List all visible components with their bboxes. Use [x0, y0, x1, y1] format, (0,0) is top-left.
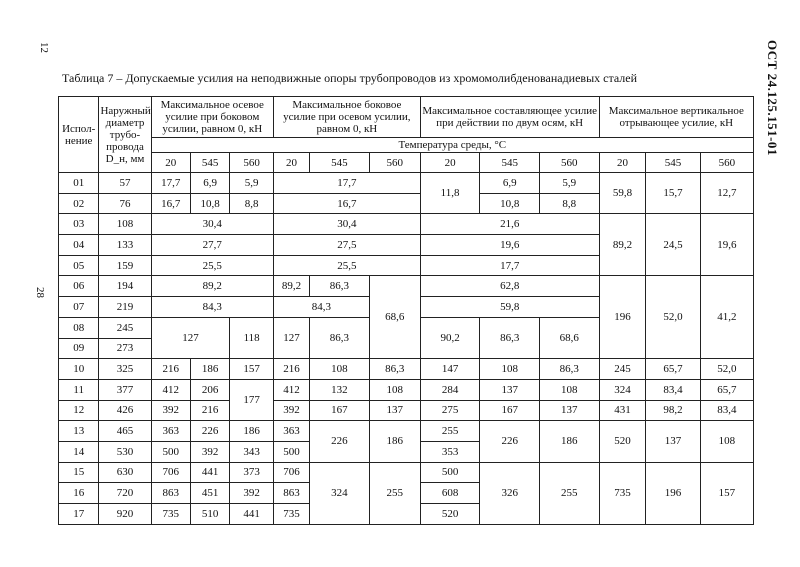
cell: 17,7	[420, 255, 599, 276]
cell: 735	[273, 504, 309, 525]
cell: 206	[190, 379, 229, 400]
cell: 108	[539, 379, 599, 400]
cell: 62,8	[420, 276, 599, 297]
cell: 127	[273, 317, 309, 358]
cell: 500	[151, 441, 190, 462]
cell: 5,9	[539, 173, 599, 194]
cell: 137	[539, 400, 599, 421]
cell: 343	[230, 441, 274, 462]
cell: 24,5	[646, 214, 700, 276]
cell: 520	[599, 421, 646, 462]
cell: 186	[190, 359, 229, 380]
cell: 03	[59, 214, 99, 235]
cell: 10	[59, 359, 99, 380]
header-axial: Максимальное осевое усилие при боковом усилии, равном 0, кН	[151, 97, 273, 138]
temp-cell: 20	[599, 153, 646, 173]
cell: 255	[539, 462, 599, 524]
standard-code: ОСТ 24.125.151-01	[765, 40, 780, 156]
cell: 12,7	[700, 173, 753, 214]
header-execution: Испол-нение	[59, 97, 99, 173]
cell: 137	[646, 421, 700, 462]
cell: 157	[700, 462, 753, 524]
cell: 465	[99, 421, 151, 442]
header-resultant: Максимальное составляющее усилие при действии по двум осям, кН	[420, 97, 599, 138]
cell: 706	[273, 462, 309, 483]
cell: 07	[59, 297, 99, 318]
cell: 431	[599, 400, 646, 421]
cell: 06	[59, 276, 99, 297]
temp-cell: 545	[480, 153, 540, 173]
cell: 363	[151, 421, 190, 442]
cell: 426	[99, 400, 151, 421]
cell: 83,4	[700, 400, 753, 421]
cell: 59,8	[420, 297, 599, 318]
header-diameter-unit: D_н, мм	[105, 152, 145, 165]
cell: 6,9	[190, 173, 229, 194]
cell: 177	[230, 379, 274, 420]
cell: 608	[420, 483, 480, 504]
cell: 30,4	[273, 214, 420, 235]
cell: 10,8	[190, 193, 229, 214]
cell: 324	[599, 379, 646, 400]
cell: 108	[480, 359, 540, 380]
cell: 76	[99, 193, 151, 214]
cell: 186	[369, 421, 420, 462]
cell: 157	[230, 359, 274, 380]
header-lateral: Максимальное боковое усилие при осевом усилии, равном 0, кН	[273, 97, 420, 138]
cell: 86,3	[480, 317, 540, 358]
cell: 25,5	[273, 255, 420, 276]
cell: 11,8	[420, 173, 480, 214]
cell: 19,6	[420, 235, 599, 256]
cell: 19,6	[700, 214, 753, 276]
cell: 8,8	[230, 193, 274, 214]
cell: 108	[310, 359, 370, 380]
cell: 16	[59, 483, 99, 504]
cell: 17,7	[151, 173, 190, 194]
cell: 226	[480, 421, 540, 462]
cell: 27,5	[273, 235, 420, 256]
cell: 255	[369, 462, 420, 524]
cell: 441	[230, 504, 274, 525]
cell: 65,7	[700, 379, 753, 400]
cell: 412	[273, 379, 309, 400]
temp-cell: 545	[310, 153, 370, 173]
cell: 530	[99, 441, 151, 462]
cell: 863	[273, 483, 309, 504]
cell: 630	[99, 462, 151, 483]
cell: 219	[99, 297, 151, 318]
cell: 13	[59, 421, 99, 442]
cell: 451	[190, 483, 229, 504]
cell: 52,0	[700, 359, 753, 380]
cell: 5,9	[230, 173, 274, 194]
cell: 86,3	[310, 276, 370, 297]
cell: 89,2	[151, 276, 273, 297]
temp-cell: 560	[369, 153, 420, 173]
header-diameter-text: Наружный диаметр трубо-провода	[100, 104, 151, 153]
cell: 14	[59, 441, 99, 462]
cell: 392	[190, 441, 229, 462]
cell: 510	[190, 504, 229, 525]
cell: 08	[59, 317, 99, 338]
table-title: Таблица 7 – Допускаемые усилия на неподвижные опоры трубопроводов из хромомолибденованадиевых сталей	[62, 71, 638, 85]
cell: 84,3	[151, 297, 273, 318]
cell: 8,8	[539, 193, 599, 214]
cell: 392	[230, 483, 274, 504]
cell: 52,0	[646, 276, 700, 359]
cell: 920	[99, 504, 151, 525]
cell: 6,9	[480, 173, 540, 194]
cell: 863	[151, 483, 190, 504]
cell: 137	[480, 379, 540, 400]
cell: 127	[151, 317, 230, 358]
temp-cell: 20	[151, 153, 190, 173]
cell: 89,2	[273, 276, 309, 297]
cell: 159	[99, 255, 151, 276]
temp-cell: 560	[700, 153, 753, 173]
cell: 83,4	[646, 379, 700, 400]
cell: 86,3	[310, 317, 370, 358]
cell: 16,7	[151, 193, 190, 214]
cell: 167	[480, 400, 540, 421]
cell: 324	[310, 462, 370, 524]
cell: 720	[99, 483, 151, 504]
cell: 216	[190, 400, 229, 421]
header-temperature: Температура среды, °С	[151, 138, 753, 153]
load-table	[58, 96, 754, 525]
temp-cell: 545	[646, 153, 700, 173]
cell: 30,4	[151, 214, 273, 235]
cell: 353	[420, 441, 480, 462]
cell: 10,8	[480, 193, 540, 214]
cell: 255	[420, 421, 480, 442]
cell: 377	[99, 379, 151, 400]
cell: 167	[310, 400, 370, 421]
page-number-top: 12	[38, 42, 50, 53]
temp-cell: 545	[190, 153, 229, 173]
cell: 133	[99, 235, 151, 256]
cell: 326	[480, 462, 540, 524]
cell: 392	[151, 400, 190, 421]
cell: 735	[151, 504, 190, 525]
cell: 735	[599, 462, 646, 524]
cell: 363	[273, 421, 309, 442]
cell: 196	[646, 462, 700, 524]
cell: 68,6	[369, 276, 420, 359]
cell: 02	[59, 193, 99, 214]
cell: 89,2	[599, 214, 646, 276]
cell: 194	[99, 276, 151, 297]
cell: 11	[59, 379, 99, 400]
cell: 90,2	[420, 317, 480, 358]
cell: 226	[310, 421, 370, 462]
temp-cell: 20	[420, 153, 480, 173]
cell: 108	[99, 214, 151, 235]
cell: 118	[230, 317, 274, 358]
cell: 86,3	[539, 359, 599, 380]
cell: 392	[273, 400, 309, 421]
cell: 706	[151, 462, 190, 483]
cell: 86,3	[369, 359, 420, 380]
cell: 520	[420, 504, 480, 525]
cell: 216	[151, 359, 190, 380]
cell: 15	[59, 462, 99, 483]
header-diameter	[99, 97, 151, 173]
cell: 108	[369, 379, 420, 400]
cell: 25,5	[151, 255, 273, 276]
temp-cell: 20	[273, 153, 309, 173]
cell: 16,7	[273, 193, 420, 214]
cell: 196	[599, 276, 646, 359]
cell: 245	[599, 359, 646, 380]
temp-cell: 560	[539, 153, 599, 173]
cell: 137	[369, 400, 420, 421]
cell: 27,7	[151, 235, 273, 256]
cell: 05	[59, 255, 99, 276]
cell: 275	[420, 400, 480, 421]
cell: 186	[230, 421, 274, 442]
cell: 108	[700, 421, 753, 462]
cell: 412	[151, 379, 190, 400]
cell: 59,8	[599, 173, 646, 214]
cell: 441	[190, 462, 229, 483]
cell: 147	[420, 359, 480, 380]
cell: 84,3	[273, 297, 369, 318]
cell: 21,6	[420, 214, 599, 235]
cell: 325	[99, 359, 151, 380]
cell: 500	[420, 462, 480, 483]
cell: 132	[310, 379, 370, 400]
cell: 186	[539, 421, 599, 462]
cell: 01	[59, 173, 99, 194]
cell: 245	[99, 317, 151, 338]
cell: 12	[59, 400, 99, 421]
cell: 17,7	[273, 173, 420, 194]
header-vertical: Максимальное вертикальное отрывающее усилие, кН	[599, 97, 753, 138]
cell: 284	[420, 379, 480, 400]
temp-cell: 560	[230, 153, 274, 173]
cell: 04	[59, 235, 99, 256]
cell: 98,2	[646, 400, 700, 421]
cell: 68,6	[539, 317, 599, 358]
cell: 17	[59, 504, 99, 525]
cell: 65,7	[646, 359, 700, 380]
cell: 226	[190, 421, 229, 442]
cell: 15,7	[646, 173, 700, 214]
cell: 09	[59, 338, 99, 359]
cell: 216	[273, 359, 309, 380]
page-number-middle: 28	[34, 287, 46, 298]
cell: 273	[99, 338, 151, 359]
cell: 57	[99, 173, 151, 194]
cell: 500	[273, 441, 309, 462]
cell: 373	[230, 462, 274, 483]
cell: 41,2	[700, 276, 753, 359]
